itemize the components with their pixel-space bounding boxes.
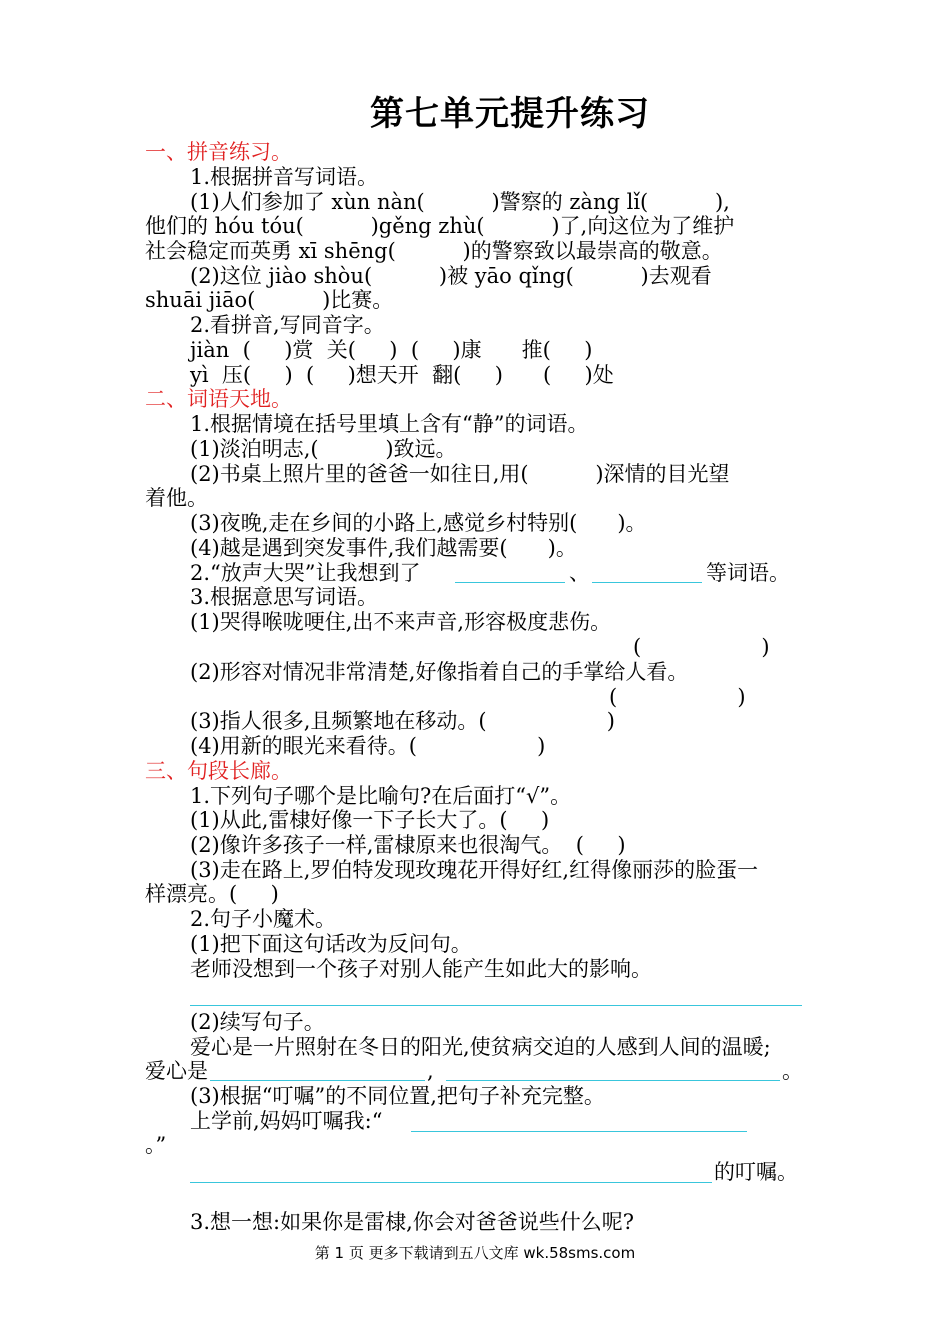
question-text: 2.看拼音,写同音字。	[190, 313, 385, 337]
answer-blank[interactable]	[210, 1080, 425, 1081]
section-heading-words: 二、词语天地。	[145, 387, 292, 411]
question-text: 的叮嘱。	[714, 1160, 798, 1184]
question-text: (2)续写句子。	[190, 1010, 325, 1034]
question-text: 1.根据拼音写词语。	[190, 165, 379, 189]
question-text: 2.句子小魔术。	[190, 907, 337, 931]
answer-blank[interactable]	[446, 1080, 780, 1081]
answer-parentheses: ( )	[609, 685, 746, 709]
question-text: (1)淡泊明志,( )致远。	[190, 437, 457, 461]
question-text: (3)指人很多,且频繁地在移动。( )	[190, 709, 615, 733]
question-text: 着他。	[145, 486, 208, 510]
page-footer: 第 1 页 更多下载请到五八文库 wk.58sms.com	[314, 1244, 636, 1262]
separator-text: 、	[569, 561, 590, 585]
question-text: 社会稳定而英勇 xī shēng( )的警察致以最崇高的敬意。	[145, 239, 723, 263]
question-text: (3)夜晚,走在乡间的小路上,感觉乡村特别( )。	[190, 511, 647, 535]
answer-blank[interactable]	[411, 1131, 747, 1132]
question-text: 1.根据情境在括号里填上含有“静”的词语。	[190, 412, 589, 436]
question-text: (1)哭得喉咙哽住,出不来声音,形容极度悲伤。	[190, 610, 612, 634]
question-text: (2)这位 jiào shòu( )被 yāo qǐng( )去观看	[190, 264, 712, 288]
question-text: 。”	[145, 1133, 167, 1157]
question-text: (3)走在路上,罗伯特发现玫瑰花开得好红,红得像丽莎的脸蛋一	[190, 858, 759, 882]
separator-text: ,	[427, 1059, 434, 1083]
question-text: (2)书桌上照片里的爸爸一如往日,用( )深情的目光望	[190, 462, 730, 486]
question-text: yì 压( ) ( )想天开 翻( ) ( )处	[190, 363, 614, 387]
answer-blank[interactable]	[190, 1182, 712, 1183]
question-text: 1.下列句子哪个是比喻句?在后面打“√”。	[190, 784, 572, 808]
question-text: shuāi jiāo( )比赛。	[145, 288, 394, 312]
section-heading-pinyin: 一、拼音练习。	[145, 140, 292, 164]
section-heading-sentences: 三、句段长廊。	[145, 759, 292, 783]
question-text: (1)人们参加了 xùn nàn( )警察的 zàng lǐ( ),	[190, 190, 730, 214]
answer-parentheses: ( )	[633, 635, 770, 659]
answer-blank[interactable]	[592, 582, 702, 583]
question-text: 等词语。	[706, 561, 790, 585]
question-text: (1)从此,雷棣好像一下子长大了。( )	[190, 808, 550, 832]
page-title: 第七单元提升练习	[370, 94, 650, 134]
separator-text: 。	[782, 1059, 803, 1083]
question-text: 他们的 hóu tóu( )gěng zhù( )了,向这位为了维护	[145, 214, 735, 238]
question-text: 爱心是一片照射在冬日的阳光,使贫病交迫的人感到人间的温暖;	[190, 1035, 771, 1059]
question-text: 3.想一想:如果你是雷棣,你会对爸爸说些什么呢?	[190, 1210, 635, 1234]
answer-blank[interactable]	[190, 1005, 802, 1006]
question-text: 老师没想到一个孩子对别人能产生如此大的影响。	[190, 957, 652, 981]
question-text: 样漂亮。( )	[145, 882, 279, 906]
question-text: 2.“放声大哭”让我想到了	[190, 561, 421, 585]
question-text: (4)越是遇到突发事件,我们越需要( )。	[190, 536, 577, 560]
question-text: (2)形容对情况非常清楚,好像指着自己的手掌给人看。	[190, 660, 689, 684]
question-text: (2)像许多孩子一样,雷棣原来也很淘气。 ( )	[190, 833, 626, 857]
question-text: (4)用新的眼光来看待。( )	[190, 734, 546, 758]
question-text: 上学前,妈妈叮嘱我:“	[190, 1109, 383, 1133]
question-text: jiàn ( )赏 关( ) ( )康 推( )	[190, 338, 593, 362]
answer-blank[interactable]	[455, 582, 565, 583]
question-text: 3.根据意思写词语。	[190, 585, 379, 609]
question-text: (1)把下面这句话改为反问句。	[190, 932, 472, 956]
question-text: (3)根据“叮嘱”的不同位置,把句子补充完整。	[190, 1084, 605, 1108]
question-text: 爱心是	[145, 1059, 208, 1083]
